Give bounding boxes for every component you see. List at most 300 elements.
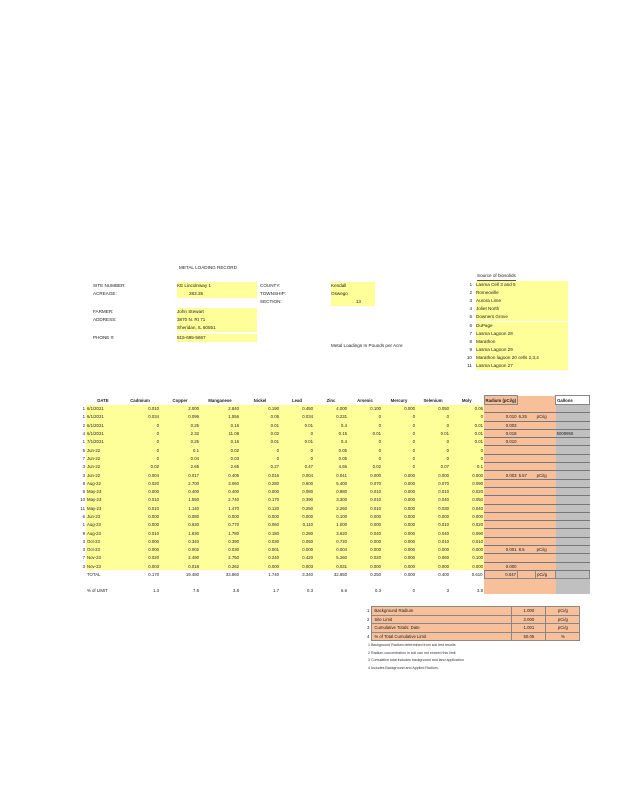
limit-value: 3.8 <box>233 587 239 593</box>
page-title: METAL LOADING RECORD <box>179 265 237 270</box>
row-value: 0.020 <box>450 521 484 529</box>
row-value: 0.06 <box>450 405 484 413</box>
row-value: 0.340 <box>160 537 200 545</box>
row-radium <box>536 429 556 437</box>
source-item-number: 11 <box>467 363 472 368</box>
spacer-cell <box>280 579 314 587</box>
row-radium <box>536 487 556 495</box>
total-radium <box>518 570 536 578</box>
row-source-number: 1 <box>82 406 85 412</box>
summary-row <box>365 615 580 624</box>
row-value: 0.060 <box>240 521 280 529</box>
table-row <box>78 521 590 529</box>
header-cell: Gallons <box>556 396 590 405</box>
summary-label: % of Total Cumulative Limit <box>372 632 512 641</box>
row-value: 2.260 <box>314 504 348 512</box>
source-item: DuPage <box>476 322 568 330</box>
summary-number: 1 <box>367 608 370 614</box>
row-value: 0.420 <box>280 554 314 562</box>
table-row <box>78 413 590 421</box>
row-gallons <box>556 471 590 479</box>
table-row <box>78 405 590 413</box>
row-value: 0.000 <box>348 537 382 545</box>
row-value: 0.27 <box>240 463 280 471</box>
row-source-number: 9 <box>82 530 85 536</box>
row-value: 0.240 <box>240 554 280 562</box>
row-value: 0 <box>348 446 382 454</box>
row-value: 0.040 <box>416 496 450 504</box>
spacer-cell <box>518 579 536 587</box>
row-value: 0.280 <box>280 529 314 537</box>
source-header: Source of biosolids <box>477 272 516 281</box>
source-item-number: 8 <box>469 338 472 344</box>
row-radium <box>518 512 536 520</box>
table-row <box>78 446 590 454</box>
row-value: 0.016 <box>240 471 280 479</box>
row-value: 2.750 <box>200 554 240 562</box>
site-number-value: KE Lincolnway 1 <box>177 282 257 290</box>
county-label: COUNTY: <box>260 283 281 288</box>
table-row <box>78 454 590 462</box>
row-value: 0.030 <box>200 546 240 554</box>
row-value: 0.010 <box>120 405 160 413</box>
row-radium <box>484 454 518 462</box>
row-value: 0.010 <box>416 537 450 545</box>
summary-row <box>365 624 580 633</box>
row-value: 0.01 <box>280 438 314 446</box>
summary-label: Background Radium <box>372 607 512 616</box>
source-item: Lasma Lagoon 28 <box>476 330 568 338</box>
row-radium <box>536 479 556 487</box>
acreage-value: 283.35 <box>177 290 257 298</box>
summary-row <box>365 607 580 616</box>
row-value: 0.000 <box>382 546 416 554</box>
spacer-cell <box>160 579 200 587</box>
row-radium <box>518 429 536 437</box>
row-value: 0.04 <box>160 454 200 462</box>
row-value: 0.020 <box>120 479 160 487</box>
row-radium <box>536 562 556 570</box>
metal-loading-table <box>78 395 590 594</box>
row-value: 0.050 <box>450 496 484 504</box>
row-date: Jun-22 <box>86 454 120 462</box>
row-value: 0 <box>382 446 416 454</box>
row-value: 0.01 <box>240 438 280 446</box>
row-value: 0 <box>120 438 160 446</box>
farmer-label: FARMER: <box>93 309 114 314</box>
header-cell: Cadmium <box>130 397 150 403</box>
source-item: Lasma Lagoon 29 <box>476 346 568 354</box>
row-value: 0.000 <box>348 546 382 554</box>
row-radium: 0.010 <box>484 413 518 421</box>
row-date: Oct-23 <box>86 546 120 554</box>
township-label: TOWNSHIP: <box>260 291 286 296</box>
row-value: 0.120 <box>240 504 280 512</box>
total-radium: pCi/g <box>536 570 556 578</box>
row-radium: 6.25 <box>518 413 536 421</box>
row-value: 5.260 <box>314 554 348 562</box>
row-radium <box>518 504 536 512</box>
row-value: 2.65 <box>200 463 240 471</box>
row-value: 0.000 <box>240 562 280 570</box>
row-value: 0.262 <box>200 562 240 570</box>
row-source-number: 2 <box>82 422 85 428</box>
footnote: 2 Radium concentration in soil can not exceed this limit <box>368 650 456 655</box>
row-value: 0.034 <box>280 413 314 421</box>
row-radium: 0.018 <box>484 429 518 437</box>
row-value: 0 <box>348 438 382 446</box>
row-value: 0.030 <box>416 504 450 512</box>
row-value: 0.004 <box>314 546 348 554</box>
source-item-number: 6 <box>469 322 472 328</box>
row-value: 0.02 <box>200 446 240 454</box>
row-date: Jun-23 <box>86 512 120 520</box>
row-gallons <box>556 546 590 554</box>
row-value: 0.770 <box>200 521 240 529</box>
row-radium <box>484 487 518 495</box>
row-gallons <box>556 487 590 495</box>
limit-index <box>78 587 86 594</box>
row-radium <box>536 521 556 529</box>
row-value: 0.000 <box>382 529 416 537</box>
row-radium <box>518 463 536 471</box>
row-value: 0.000 <box>348 512 382 520</box>
row-value: 0 <box>416 454 450 462</box>
row-value: 0.010 <box>348 496 382 504</box>
row-value: 0 <box>280 429 314 437</box>
row-date: Aug-23 <box>86 529 120 537</box>
row-value: 0.000 <box>120 546 160 554</box>
row-value: 0 <box>416 413 450 421</box>
row-gallons <box>556 438 590 446</box>
row-value: 0.034 <box>120 413 160 421</box>
row-value: 0.050 <box>280 537 314 545</box>
row-radium <box>484 512 518 520</box>
table-row <box>78 562 590 570</box>
source-item: Downers Grove <box>476 313 568 321</box>
row-gallons <box>556 463 590 471</box>
row-value: 0 <box>382 463 416 471</box>
limit-radium <box>536 587 556 594</box>
row-value: 3.300 <box>314 496 348 504</box>
limit-value: 0.3 <box>307 587 313 593</box>
table-row <box>78 554 590 562</box>
source-item: Lasma Lagoon 27 <box>476 362 568 370</box>
row-value: 0 <box>416 421 450 429</box>
row-value: 0.16 <box>200 421 240 429</box>
table-row <box>78 512 590 520</box>
row-date: 6/1/2021 <box>86 405 120 413</box>
summary-row <box>365 632 580 641</box>
summary-unit: % <box>546 632 580 641</box>
row-source-number: 6 <box>82 514 85 519</box>
row-value: 3.620 <box>314 529 348 537</box>
row-value: 1.470 <box>200 504 240 512</box>
table-row <box>78 421 590 429</box>
header-cell: Copper <box>172 397 188 403</box>
row-value: 0.010 <box>348 504 382 512</box>
spacer-cell <box>200 579 240 587</box>
source-item-number: 5 <box>469 314 472 320</box>
summary-number: 4 <box>367 633 370 639</box>
table-row <box>78 438 590 446</box>
row-value: 0.100 <box>314 512 348 520</box>
row-radium <box>536 554 556 562</box>
row-value: 0.630 <box>160 521 200 529</box>
row-value: 0 <box>348 421 382 429</box>
row-value: 2.32 <box>160 429 200 437</box>
row-gallons <box>556 479 590 487</box>
header-cell: Radium (pCi/g) <box>485 397 517 403</box>
footnote: 3 Cumulative total includes background and land application <box>368 658 464 662</box>
source-item: Marathon <box>476 338 568 346</box>
row-value: 0.01 <box>240 421 280 429</box>
spacer-cell <box>240 579 280 587</box>
row-radium <box>536 438 556 446</box>
row-value: 0.390 <box>200 537 240 545</box>
row-value: 0.280 <box>240 479 280 487</box>
spacer-cell <box>78 579 86 587</box>
row-source-number: 1 <box>82 439 85 445</box>
row-value: 0.4 <box>314 438 348 446</box>
footnote: 1 Background Radium determined from soil test results <box>368 643 456 647</box>
total-value: 3.340 <box>302 572 313 578</box>
summary-value: 2.000 <box>512 615 546 624</box>
row-value: 0.000 <box>280 512 314 520</box>
row-radium: pCi/g <box>536 413 556 421</box>
row-value: 0 <box>280 446 314 454</box>
total-radium: 0.047 <box>484 570 518 578</box>
row-value: 0.017 <box>160 471 200 479</box>
limit-value: 1.3 <box>153 587 159 593</box>
source-item-number: 1 <box>469 282 472 287</box>
row-value: 0.000 <box>382 405 416 413</box>
row-source-number: 4 <box>82 431 85 437</box>
limit-gallons <box>556 587 590 594</box>
summary-unit: pCi/g <box>546 624 580 633</box>
summary-number: 2 <box>367 616 370 622</box>
row-radium <box>536 454 556 462</box>
limit-radium <box>484 587 518 594</box>
total-value: 0.000 <box>404 572 415 578</box>
row-value: 0 <box>120 454 160 462</box>
row-value: 0.250 <box>280 504 314 512</box>
row-gallons <box>556 446 590 454</box>
row-value: 0.001 <box>240 546 280 554</box>
row-radium <box>518 521 536 529</box>
row-value: 0.000 <box>450 562 484 570</box>
limit-value: 1.7 <box>273 587 279 593</box>
row-value: 0.010 <box>450 537 484 545</box>
row-value: 0 <box>382 413 416 421</box>
row-value: 0.040 <box>450 504 484 512</box>
footnote: 4 Includes Background and Applied Radium. <box>368 665 439 670</box>
header-cell: Mercury <box>390 397 408 403</box>
row-value: 0.02 <box>120 463 160 471</box>
row-value: 0.010 <box>120 504 160 512</box>
row-value: 0 <box>450 446 484 454</box>
row-source-number: 11 <box>80 505 85 511</box>
row-gallons: 5009950 <box>556 429 590 437</box>
row-value: 0.040 <box>416 529 450 537</box>
phone-label: PHONE #: <box>93 335 115 340</box>
limit-radium <box>518 587 536 594</box>
row-value: 0 <box>382 429 416 437</box>
row-date: Aug-22 <box>86 479 120 487</box>
row-value: 0.080 <box>280 487 314 495</box>
row-value: 0.000 <box>382 504 416 512</box>
header-cell: Nickel <box>253 397 267 403</box>
summary-value: 50.05 <box>512 632 546 641</box>
row-value: 0.000 <box>450 471 484 479</box>
total-value: 32.850 <box>333 572 347 578</box>
row-value: 0.018 <box>160 562 200 570</box>
row-value: 0.000 <box>382 537 416 545</box>
row-radium <box>518 446 536 454</box>
row-value: 0.47 <box>280 463 314 471</box>
spacer-cell <box>416 579 450 587</box>
row-value: 0.096 <box>160 413 200 421</box>
row-value: 0.000 <box>382 496 416 504</box>
row-value: 0.000 <box>120 487 160 495</box>
total-label: TOTAL <box>87 572 101 578</box>
source-item: Romeoville <box>476 289 568 297</box>
row-value: 0.000 <box>240 487 280 495</box>
row-value: 0.090 <box>450 479 484 487</box>
row-gallons <box>556 504 590 512</box>
row-value: 0.010 <box>120 529 160 537</box>
row-value: 0.405 <box>200 471 240 479</box>
row-radium <box>518 537 536 545</box>
row-value: 0.100 <box>450 554 484 562</box>
row-value: 4.66 <box>314 463 348 471</box>
row-value: 0.1 <box>160 446 200 454</box>
row-value: 0.003 <box>280 562 314 570</box>
row-value: 0 <box>348 413 382 421</box>
row-radium <box>484 529 518 537</box>
table-row <box>78 487 590 495</box>
header-cell: Manganese <box>208 397 232 403</box>
row-source-number: 3 <box>82 472 85 478</box>
row-date: 6/1/2021 <box>86 421 120 429</box>
row-date: May-23 <box>86 487 120 495</box>
row-date: Jun-22 <box>86 446 120 454</box>
total-value: 0.400 <box>438 572 449 578</box>
row-value: 0.000 <box>240 512 280 520</box>
row-value: 0.010 <box>120 496 160 504</box>
source-item: Lasma Cell 3 and 5 <box>476 281 568 289</box>
row-date: 7/1/2021 <box>86 438 120 446</box>
row-date: Nov-23 <box>86 554 120 562</box>
spacer-cell <box>86 579 120 587</box>
row-value: 0.002 <box>160 546 200 554</box>
row-value: 0.231 <box>314 413 348 421</box>
row-radium <box>518 487 536 495</box>
row-value: 0.010 <box>416 487 450 495</box>
row-value: 0.390 <box>280 496 314 504</box>
row-value: 0.05 <box>240 413 280 421</box>
row-value: 0.000 <box>120 537 160 545</box>
row-value: 11.08 <box>200 429 240 437</box>
row-date: Oct-23 <box>86 537 120 545</box>
source-item-number: 4 <box>469 306 472 312</box>
row-gallons <box>556 554 590 562</box>
limit-value: 3.8 <box>477 587 483 593</box>
spacer-cell <box>450 579 484 587</box>
row-value: 1.556 <box>200 413 240 421</box>
source-item: Aurora Lime <box>476 297 568 305</box>
row-radium: 0.003 <box>484 421 518 429</box>
row-radium <box>536 421 556 429</box>
total-row <box>78 570 590 578</box>
site-number-label: SITE NUMBER: <box>93 283 126 288</box>
row-value: 0.4 <box>314 421 348 429</box>
row-value: 2.65 <box>160 463 200 471</box>
row-source-number: 1 <box>82 414 85 420</box>
table-row <box>78 504 590 512</box>
row-gallons <box>556 529 590 537</box>
summary-number: 3 <box>367 625 370 631</box>
row-radium <box>536 529 556 537</box>
row-source-number: 10 <box>80 497 85 503</box>
row-value: 0.003 <box>120 562 160 570</box>
row-value: 0.01 <box>450 438 484 446</box>
source-item-number: 9 <box>469 346 472 352</box>
row-value: 0 <box>450 454 484 462</box>
row-radium: pCi/g <box>536 546 556 554</box>
limit-value: 0 <box>412 587 415 593</box>
row-value: 0.190 <box>240 405 280 413</box>
row-value: 2.490 <box>160 554 200 562</box>
row-value: 0.000 <box>416 562 450 570</box>
row-value: 0.01 <box>280 421 314 429</box>
row-value: 0 <box>450 413 484 421</box>
row-value: 0 <box>348 454 382 462</box>
spacer-cell <box>556 579 590 587</box>
row-value: 0.25 <box>160 421 200 429</box>
row-value: 0.400 <box>200 487 240 495</box>
table-row <box>78 429 590 437</box>
spacer-cell <box>536 579 556 587</box>
row-value: 2.840 <box>200 405 240 413</box>
source-item-number: 10 <box>466 354 472 360</box>
row-radium <box>536 537 556 545</box>
row-date: May-23 <box>86 504 120 512</box>
row-value: 0.010 <box>348 487 382 495</box>
phone-value: 815-695-5667 <box>177 334 257 342</box>
row-value: 2.700 <box>160 479 200 487</box>
row-date: Nov-23 <box>86 562 120 570</box>
row-value: 0 <box>120 421 160 429</box>
row-value: 0.020 <box>348 554 382 562</box>
row-value: 0.070 <box>348 479 382 487</box>
header-cell: DATE <box>97 397 109 403</box>
total-value: 19.480 <box>185 572 199 578</box>
row-value: 0.000 <box>382 471 416 479</box>
header-cell <box>518 396 536 405</box>
row-radium <box>484 554 518 562</box>
header-cell-index <box>78 396 86 405</box>
row-radium <box>518 554 536 562</box>
table-row <box>78 479 590 487</box>
spacer-row <box>78 579 590 587</box>
header-cell <box>536 396 556 405</box>
row-radium <box>518 454 536 462</box>
total-gallons <box>556 570 590 578</box>
row-gallons <box>556 496 590 504</box>
row-radium <box>518 479 536 487</box>
source-item: Joliet North <box>476 305 568 313</box>
